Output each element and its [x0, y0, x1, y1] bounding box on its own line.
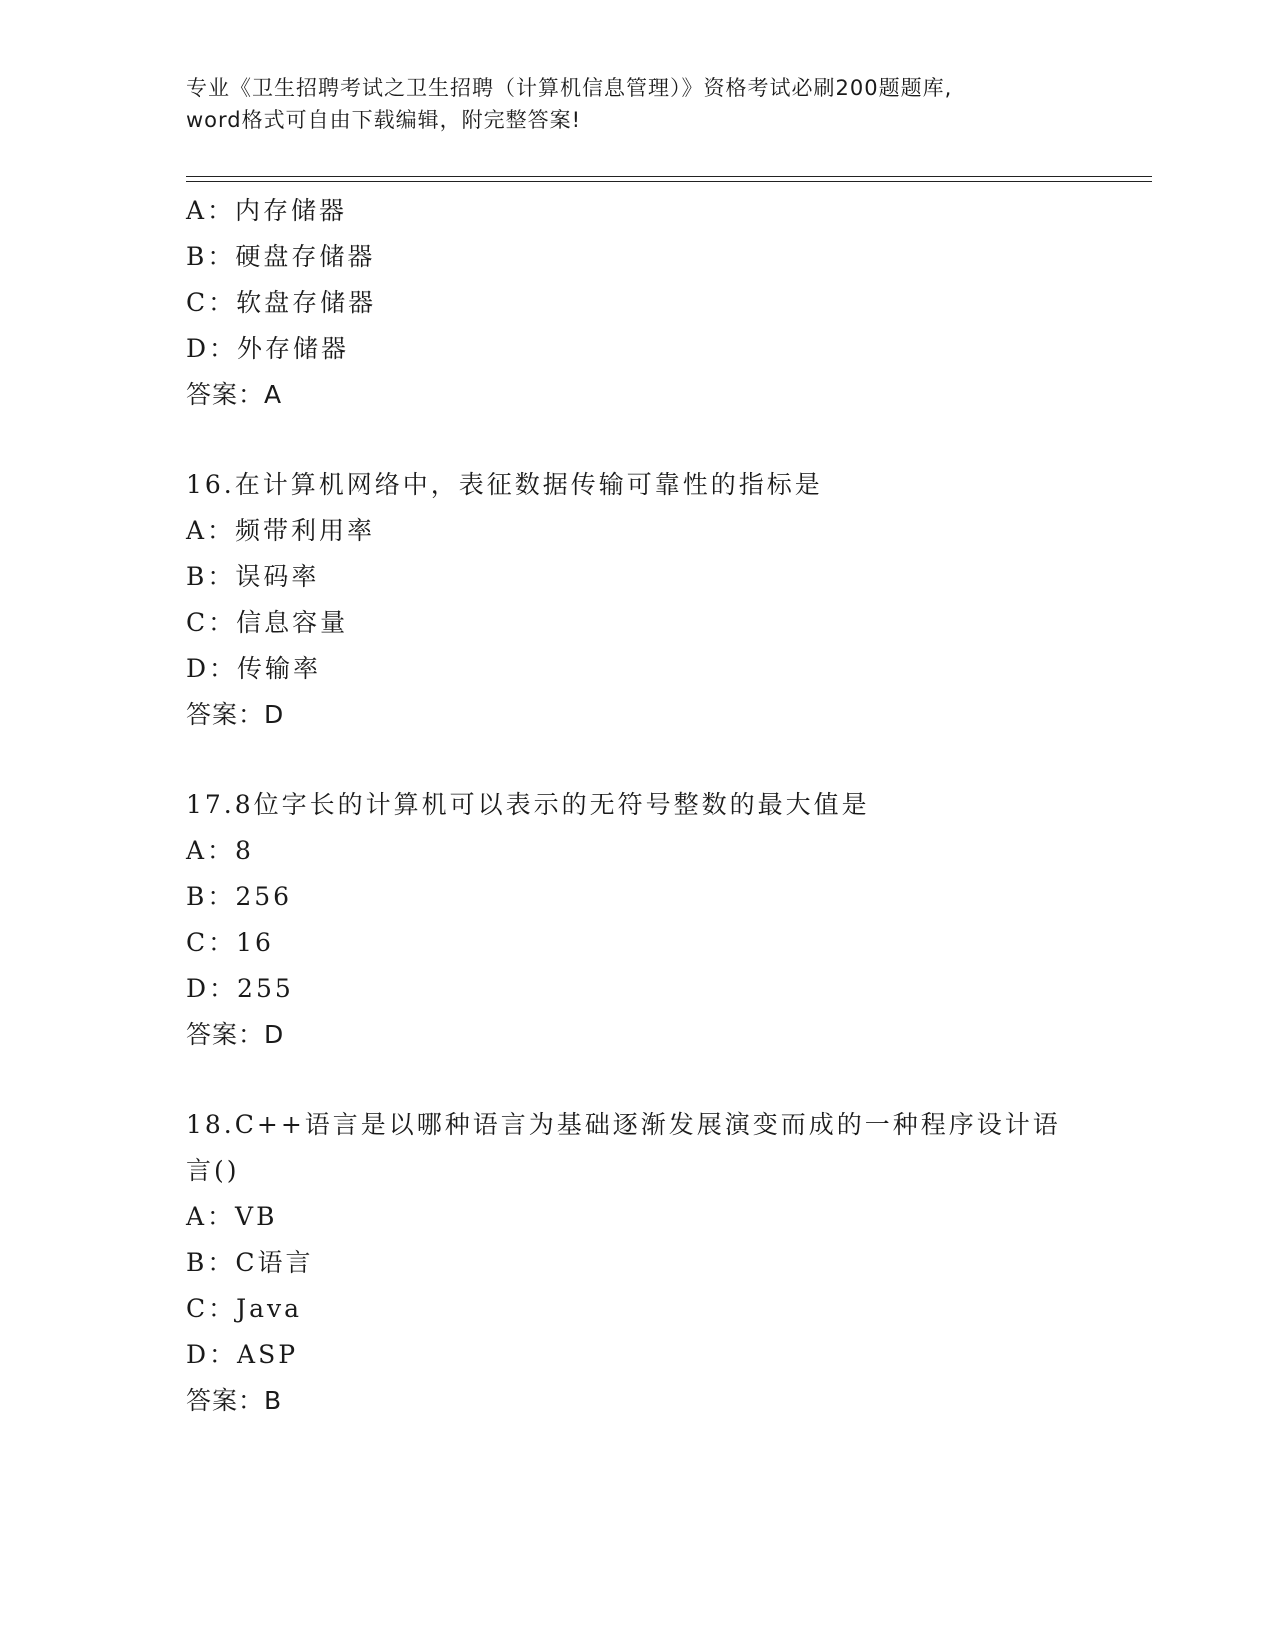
question-block-18: [186, 1102, 1086, 1424]
question-text: 18.C++语言是以哪种语言为基础逐渐发展演变而成的一种程序设计语言(): [186, 1110, 1061, 1185]
question-text: 16.在计算机网络中，表征数据传输可靠性的指标是: [186, 470, 823, 499]
answer-line: 答案：D: [186, 1020, 285, 1049]
question-block-17: [186, 782, 1086, 1058]
option-c: C：16: [186, 928, 274, 957]
header-line-2: word格式可自由下载编辑，附完整答案!: [186, 108, 582, 132]
answer-line: 答案：D: [186, 700, 285, 729]
header-line-1: 专业《卫生招聘考试之卫生招聘（计算机信息管理）》资格考试必刷200题题库,: [186, 76, 953, 100]
question-text: 17.8位字长的计算机可以表示的无符号整数的最大值是: [186, 790, 870, 819]
spacer: [186, 418, 1086, 462]
header-divider-top: [186, 176, 1152, 177]
option-a: A：内存储器: [186, 196, 348, 225]
question-list: [186, 188, 1086, 1424]
question-block-15: [186, 188, 1086, 418]
document-header: [186, 72, 1066, 136]
option-a: A：频带利用率: [186, 516, 376, 545]
option-a: A：VB: [186, 1202, 278, 1231]
option-a: A：8: [186, 836, 254, 865]
option-d: D：ASP: [186, 1340, 299, 1369]
option-c: C：软盘存储器: [186, 288, 377, 317]
option-d: D：外存储器: [186, 334, 350, 363]
header-divider-bottom: [186, 181, 1152, 182]
option-d: D：255: [186, 974, 294, 1003]
option-c: C：信息容量: [186, 608, 349, 637]
option-b: B：误码率: [186, 562, 320, 591]
option-c: C：Java: [186, 1294, 303, 1323]
option-d: D：传输率: [186, 654, 322, 683]
answer-line: 答案：B: [186, 1386, 283, 1415]
question-block-16: [186, 462, 1086, 738]
option-b: B：256: [186, 882, 293, 911]
answer-line: 答案：A: [186, 380, 283, 409]
option-b: B：C语言: [186, 1248, 314, 1277]
spacer: [186, 1058, 1086, 1102]
spacer: [186, 738, 1086, 782]
option-b: B：硬盘存储器: [186, 242, 376, 271]
